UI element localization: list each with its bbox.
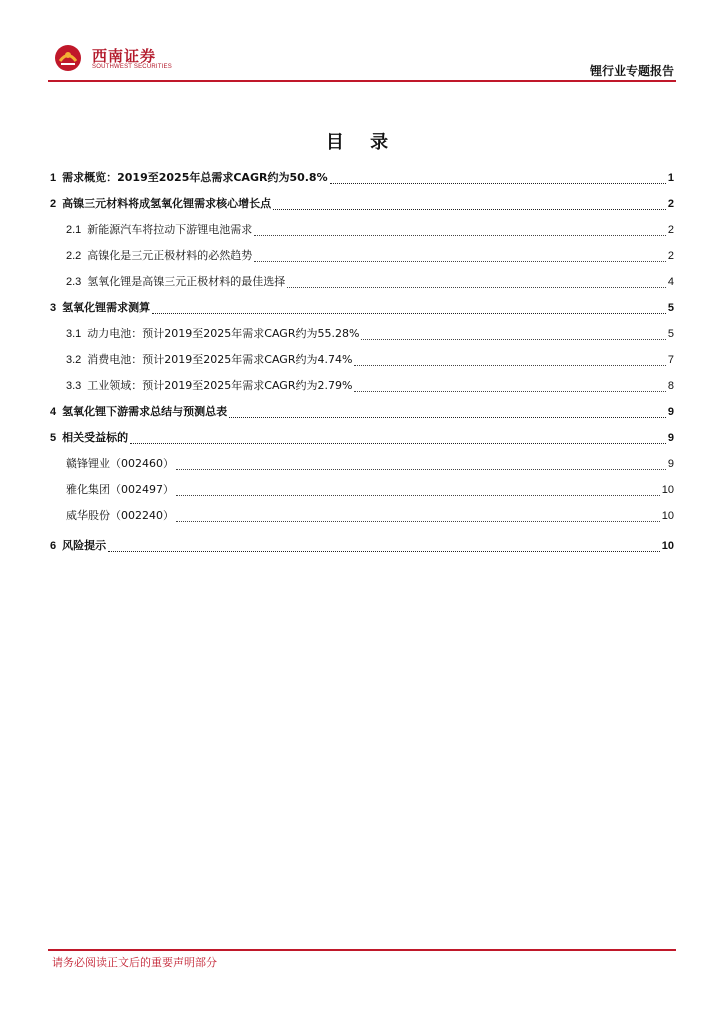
toc-entry-title: 工业领域：预计2019至2025年需求CAGR约为2.79% (87, 379, 353, 392)
toc-entry-number: 5 (50, 432, 57, 444)
toc-entry[interactable] (50, 350, 674, 370)
toc-entry-page: 10 (661, 484, 674, 496)
toc-entry[interactable] (50, 168, 674, 188)
toc-entry-number: 2.3 (66, 276, 82, 288)
toc-entry-title: 高镍三元材料将成氢氧化锂需求核心增长点 (62, 197, 272, 210)
toc-dot-leader (254, 235, 666, 236)
toc-dot-leader (176, 521, 660, 522)
toc-entry-number: 1 (50, 172, 57, 184)
toc-entry[interactable] (50, 246, 674, 266)
toc-entry-title: 氢氧化锂需求测算 (62, 301, 151, 314)
page-header (48, 40, 676, 82)
toc-entry[interactable] (50, 324, 674, 344)
toc-entry-title: 新能源汽车将拉动下游锂电池需求 (87, 223, 253, 236)
report-type-label: 锂行业专题报告 (589, 64, 674, 78)
toc-entry-page: 5 (667, 328, 674, 340)
toc-dot-leader (176, 469, 666, 470)
toc-entry[interactable] (50, 480, 674, 500)
toc-entry-page: 7 (667, 354, 674, 366)
toc-entry[interactable] (50, 428, 674, 448)
toc-entry-title: 氢氧化锂下游需求总结与预测总表 (62, 405, 228, 418)
toc-entry[interactable] (50, 272, 674, 292)
toc-entry-number: 2.1 (66, 224, 82, 236)
footer-divider (48, 949, 676, 951)
toc-entry-page: 9 (667, 432, 674, 444)
logo-emblem-icon (54, 44, 82, 72)
toc-entry-title: 动力电池：预计2019至2025年需求CAGR约为55.28% (87, 327, 360, 340)
toc-entry-number: 3.3 (66, 380, 82, 392)
toc-dot-leader (229, 417, 666, 418)
toc-dot-leader (152, 313, 666, 314)
toc-entry-number: 3.1 (66, 328, 82, 340)
toc-entry-title: 雅化集团（002497） (66, 483, 174, 496)
toc-entry-number: 6 (50, 540, 57, 552)
toc-entry-page: 4 (667, 276, 674, 288)
toc-dot-leader (254, 261, 666, 262)
toc-entry[interactable] (50, 376, 674, 396)
toc-entry-title: 需求概览：2019至2025年总需求CAGR约为50.8% (62, 171, 328, 184)
toc-entry[interactable] (50, 298, 674, 318)
toc-dot-leader (330, 183, 666, 184)
logo-english-name: SOUTHWEST SECURITIES (92, 64, 172, 70)
footer-disclaimer: 请务必阅读正文后的重要声明部分 (52, 956, 217, 969)
toc-entry-page: 2 (667, 250, 674, 262)
toc-entry-page: 8 (667, 380, 674, 392)
toc-dot-leader (108, 551, 660, 552)
toc-entry[interactable] (50, 506, 674, 526)
toc-entry-title: 风险提示 (62, 539, 107, 552)
toc-dot-leader (354, 391, 665, 392)
toc-entry-page: 9 (667, 458, 674, 470)
toc-title: 目 录 (325, 132, 399, 153)
toc-entry[interactable] (50, 220, 674, 240)
toc-dot-leader (361, 339, 665, 340)
toc-entry-page: 2 (667, 224, 674, 236)
toc-entry-number: 4 (50, 406, 57, 418)
toc-entry[interactable] (50, 536, 674, 556)
company-logo (54, 44, 204, 78)
toc-entry-number: 3 (50, 302, 57, 314)
toc-dot-leader (287, 287, 666, 288)
toc-entry[interactable] (50, 194, 674, 214)
toc-dot-leader (354, 365, 665, 366)
toc-entry-number: 2 (50, 198, 57, 210)
toc-entry-title: 消费电池：预计2019至2025年需求CAGR约为4.74% (87, 353, 353, 366)
toc-entry-title: 威华股份（002240） (66, 509, 174, 522)
toc-entry-title: 赣锋锂业（002460） (66, 457, 174, 470)
toc-entry-number: 3.2 (66, 354, 82, 366)
toc-entry-page: 10 (661, 540, 674, 552)
header-divider (48, 80, 676, 82)
toc-dot-leader (273, 209, 666, 210)
toc-entry[interactable] (50, 454, 674, 474)
toc-entry-title: 高镍化是三元正极材料的必然趋势 (87, 249, 253, 262)
toc-dot-leader (176, 495, 660, 496)
logo-chinese-name: 西南证券 (92, 47, 157, 65)
toc-entry-page: 1 (667, 172, 674, 184)
toc-entry-page: 10 (661, 510, 674, 522)
toc-entry-page: 5 (667, 302, 674, 314)
toc-dot-leader (130, 443, 666, 444)
toc-entry-page: 2 (667, 198, 674, 210)
toc-entry-page: 9 (667, 406, 674, 418)
toc-entry-title: 相关受益标的 (62, 431, 129, 444)
toc-entry[interactable] (50, 402, 674, 422)
toc-entry-number: 2.2 (66, 250, 82, 262)
toc-entry-title: 氢氧化锂是高镍三元正极材料的最佳选择 (87, 275, 286, 288)
